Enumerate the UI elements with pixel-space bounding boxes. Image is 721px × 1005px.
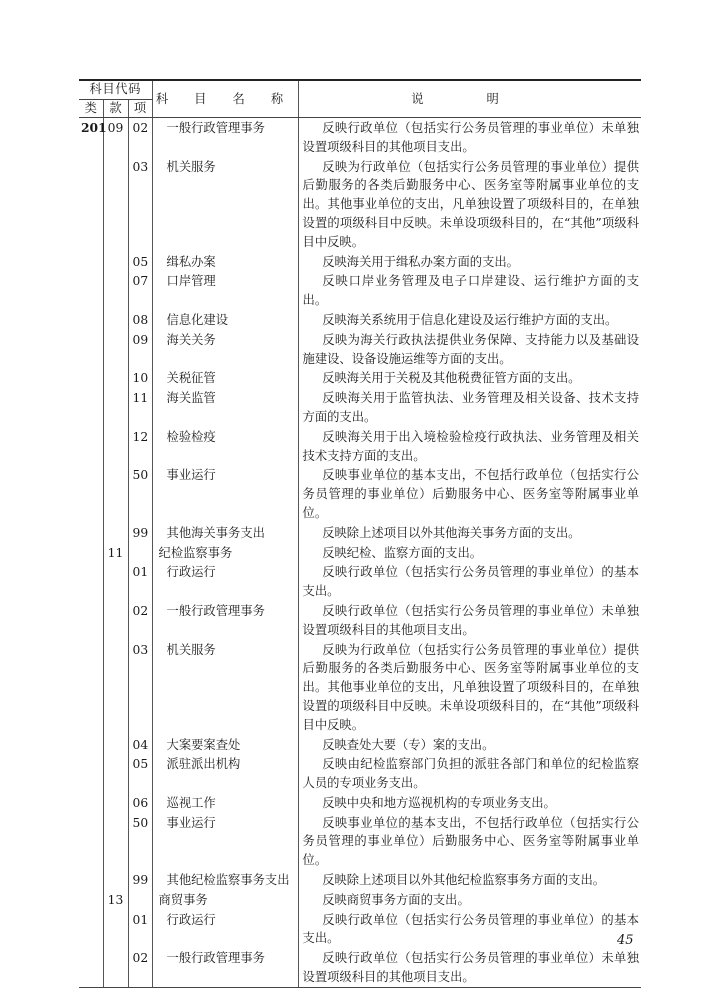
description-text: 反映海关系统用于信息化建设及运行维护方面的支出。 xyxy=(322,312,618,327)
code-lei-cell: 201 xyxy=(81,120,107,135)
code-xiang-cell: 50 xyxy=(128,465,152,522)
code-lei-cell xyxy=(79,252,103,272)
table-row xyxy=(79,310,641,330)
code-kuan-cell xyxy=(103,910,128,949)
description-cell xyxy=(298,427,641,466)
description-text: 反映除上述项目以外其他纪检监察事务方面的支出。 xyxy=(322,873,606,888)
code-xiang-cell: 08 xyxy=(128,310,152,330)
description-text: 反映行政单位（包括实行公务员管理的事业单位）的基本支出。 xyxy=(302,565,640,599)
description-text: 反映查处大要（专）案的支出。 xyxy=(322,737,495,752)
code-xiang-cell: 05 xyxy=(128,252,152,272)
description-cell xyxy=(298,754,641,793)
code-kuan-cell xyxy=(103,870,128,890)
subject-name-cell: 一般行政管理事务 xyxy=(152,118,298,157)
table-row xyxy=(79,330,641,369)
subject-name-cell: 商贸事务 xyxy=(152,890,298,910)
table-row xyxy=(79,252,641,272)
code-kuan-cell xyxy=(103,523,128,543)
code-xiang-cell: 11 xyxy=(128,388,152,427)
table-row xyxy=(79,735,641,755)
table-row xyxy=(79,271,641,310)
table-row xyxy=(79,543,641,563)
subject-name-cell: 大案要案查处 xyxy=(152,735,298,755)
code-lei-cell xyxy=(79,310,103,330)
subject-name-cell: 其他纪检监察事务支出 xyxy=(152,870,298,890)
code-xiang-cell: 01 xyxy=(128,562,152,601)
description-text: 反映由纪检监察部门负担的派驻各部门和单位的纪检监察人员的专项业务支出。 xyxy=(302,757,640,791)
description-text: 反映事业单位的基本支出，不包括行政单位（包括实行公务员管理的事业单位）后勤服务中心、医务室等附属事业单位。 xyxy=(302,468,640,520)
subject-name-header: 科 目 名 称 xyxy=(152,80,298,118)
page-number: 45 xyxy=(617,933,634,948)
code-xiang-cell: 12 xyxy=(128,427,152,466)
code-lei-cell xyxy=(79,890,103,910)
description-cell xyxy=(298,271,641,310)
table-row xyxy=(79,427,641,466)
subject-name-cell: 信息化建设 xyxy=(152,310,298,330)
table-row xyxy=(79,813,641,870)
table-row xyxy=(79,523,641,543)
code-xiang-cell: 05 xyxy=(128,754,152,793)
description-cell xyxy=(298,793,641,813)
description-cell xyxy=(298,948,641,987)
code-kuan-cell xyxy=(103,310,128,330)
description-cell xyxy=(298,252,641,272)
code-xiang-cell xyxy=(128,890,152,910)
table-row xyxy=(79,948,641,987)
subject-name-cell: 海关关务 xyxy=(152,330,298,369)
code-xiang-cell: 99 xyxy=(128,523,152,543)
code-xiang-cell: 50 xyxy=(128,813,152,870)
description-text: 反映中央和地方巡视机构的专项业务支出。 xyxy=(322,795,556,810)
code-lei-cell xyxy=(79,388,103,427)
subject-name-cell: 事业运行 xyxy=(152,465,298,522)
description-header: 说 明 xyxy=(298,80,641,118)
subject-name-cell: 口岸管理 xyxy=(152,271,298,310)
subject-name-cell: 事业运行 xyxy=(152,813,298,870)
description-text: 反映纪检、监察方面的支出。 xyxy=(322,545,483,560)
code-lei-cell xyxy=(79,640,103,735)
table-row xyxy=(79,368,641,388)
table-row xyxy=(79,118,641,157)
subject-name-cell: 缉私办案 xyxy=(152,252,298,272)
table-row xyxy=(79,465,641,522)
code-kuan-cell: 11 xyxy=(103,543,128,563)
code-xiang-cell: 10 xyxy=(128,368,152,388)
table-header xyxy=(79,80,641,118)
code-lei-cell xyxy=(79,157,103,252)
code-xiang-cell: 01 xyxy=(128,910,152,949)
code-lei-cell xyxy=(79,910,103,949)
code-lei-cell xyxy=(79,368,103,388)
code-lei-cell xyxy=(79,465,103,522)
description-cell xyxy=(298,562,641,601)
subject-name-cell: 纪检监察事务 xyxy=(152,543,298,563)
code-kuan-cell xyxy=(103,368,128,388)
code-kuan-cell xyxy=(103,735,128,755)
subject-name-cell: 巡视工作 xyxy=(152,793,298,813)
code-kuan-cell xyxy=(103,388,128,427)
code-kuan-cell xyxy=(103,813,128,870)
code-lei-cell xyxy=(79,735,103,755)
table-row xyxy=(79,910,641,949)
table-body xyxy=(79,118,641,988)
subject-code-header: 科目代码 xyxy=(79,80,152,99)
description-cell xyxy=(298,388,641,427)
code-lei-cell xyxy=(79,427,103,466)
subject-name-cell: 机关服务 xyxy=(152,157,298,252)
description-cell xyxy=(298,813,641,870)
subject-name-cell: 派驻派出机构 xyxy=(152,754,298,793)
description-cell xyxy=(298,910,641,949)
table-row xyxy=(79,157,641,252)
description-text: 反映为行政单位（包括实行公务员管理的事业单位）提供后勤服务的各类后勤服务中心、医务室等附属事业单位的支出。其他事业单位的支出，凡单独设置了项级科目的，在单独设置的项级科目中反映。未单设项级科目的，在“其他”项级科目中反映。 xyxy=(302,159,640,249)
description-cell xyxy=(298,735,641,755)
code-xiang-cell: 06 xyxy=(128,793,152,813)
description-cell xyxy=(298,890,641,910)
code-lei-cell xyxy=(79,948,103,987)
subject-name-cell: 海关监管 xyxy=(152,388,298,427)
code-xiang-cell: 02 xyxy=(128,118,152,157)
code-lei-cell xyxy=(79,793,103,813)
description-cell xyxy=(298,870,641,890)
subject-name-cell: 行政运行 xyxy=(152,562,298,601)
code-kuan-cell xyxy=(103,793,128,813)
code-xiang-cell: 04 xyxy=(128,735,152,755)
description-cell xyxy=(298,601,641,640)
description-text: 反映海关用于监管执法、业务管理及相关设备、技术支持方面的支出。 xyxy=(302,391,640,424)
code-kuan-cell xyxy=(103,948,128,987)
code-kuan-cell xyxy=(103,271,128,310)
table-row xyxy=(79,562,641,601)
code-lei-cell xyxy=(79,813,103,870)
table-row xyxy=(79,388,641,427)
code-kuan-cell xyxy=(103,754,128,793)
table-row xyxy=(79,640,641,735)
description-text: 反映海关用于关税及其他税费征管方面的支出。 xyxy=(322,371,581,386)
table-row xyxy=(79,870,641,890)
budget-subject-table xyxy=(79,79,641,988)
table-row xyxy=(79,890,641,910)
code-lei-cell xyxy=(79,330,103,369)
description-text: 反映行政单位（包括实行公务员管理的事业单位）未单独设置项级科目的其他项目支出。 xyxy=(302,951,640,985)
lei-header: 类 xyxy=(79,99,103,118)
description-text: 反映行政单位（包括实行公务员管理的事业单位）的基本支出。 xyxy=(302,912,640,946)
code-kuan-cell xyxy=(103,252,128,272)
code-kuan-cell xyxy=(103,465,128,522)
description-cell xyxy=(298,157,641,252)
description-text: 反映海关用于出入境检验检疫行政执法、业务管理及相关技术支持方面的支出。 xyxy=(302,429,640,463)
code-kuan-cell xyxy=(103,640,128,735)
subject-name-cell: 行政运行 xyxy=(152,910,298,949)
code-xiang-cell: 03 xyxy=(128,640,152,735)
subject-name-cell: 机关服务 xyxy=(152,640,298,735)
code-kuan-cell xyxy=(103,562,128,601)
code-xiang-cell: 07 xyxy=(128,271,152,310)
code-lei-cell xyxy=(79,271,103,310)
code-kuan-cell xyxy=(103,601,128,640)
description-text: 反映行政单位（包括实行公务员管理的事业单位）未单独设置项级科目的其他项目支出。 xyxy=(302,121,640,154)
code-xiang-cell xyxy=(128,543,152,563)
description-text: 反映行政单位（包括实行公务员管理的事业单位）未单独设置项级科目的其他项目支出。 xyxy=(302,603,640,637)
code-xiang-cell: 99 xyxy=(128,870,152,890)
description-cell xyxy=(298,118,641,157)
code-kuan-cell xyxy=(103,157,128,252)
xiang-header: 项 xyxy=(128,99,152,118)
kuan-header: 款 xyxy=(103,99,128,118)
description-cell xyxy=(298,368,641,388)
table-row xyxy=(79,793,641,813)
code-xiang-cell: 02 xyxy=(128,948,152,987)
description-text: 反映口岸业务管理及电子口岸建设、运行维护方面的支出。 xyxy=(302,274,640,308)
description-cell xyxy=(298,465,641,522)
code-lei-cell xyxy=(79,543,103,563)
code-lei-cell xyxy=(79,562,103,601)
subject-name-cell: 检验检疫 xyxy=(152,427,298,466)
code-kuan-cell xyxy=(103,330,128,369)
code-xiang-cell: 02 xyxy=(128,601,152,640)
table-row xyxy=(79,601,641,640)
description-text: 反映为海关行政执法提供业务保障、支持能力以及基础设施建设、设备设施运维等方面的支出。 xyxy=(302,332,640,366)
code-lei-cell xyxy=(79,523,103,543)
description-cell xyxy=(298,330,641,369)
description-text: 反映海关用于缉私办案方面的支出。 xyxy=(322,254,519,269)
code-lei-cell xyxy=(79,870,103,890)
description-cell xyxy=(298,543,641,563)
subject-name-cell: 一般行政管理事务 xyxy=(152,601,298,640)
table-row xyxy=(79,754,641,793)
code-kuan-cell xyxy=(103,427,128,466)
code-xiang-cell: 09 xyxy=(128,330,152,369)
subject-name-cell: 一般行政管理事务 xyxy=(152,948,298,987)
description-text: 反映商贸事务方面的支出。 xyxy=(322,892,470,907)
code-kuan-cell: 13 xyxy=(103,890,128,910)
description-cell xyxy=(298,523,641,543)
description-cell xyxy=(298,310,641,330)
subject-name-cell: 关税征管 xyxy=(152,368,298,388)
description-cell xyxy=(298,640,641,735)
code-lei-cell xyxy=(79,754,103,793)
subject-name-cell: 其他海关事务支出 xyxy=(152,523,298,543)
description-text: 反映除上述项目以外其他海关事务方面的支出。 xyxy=(322,525,581,540)
description-text: 反映为行政单位（包括实行公务员管理的事业单位）提供后勤服务的各类后勤服务中心、医务室等附属事业单位的支出。其他事业单位的支出，凡单独设置了项级科目的，在单独设置的项级科目中反映。未单设项级科目的，在“其他”项级科目中反映。 xyxy=(302,642,640,732)
code-lei-cell xyxy=(79,601,103,640)
code-kuan-cell: 09 xyxy=(103,118,128,157)
description-text: 反映事业单位的基本支出，不包括行政单位（包括实行公务员管理的事业单位）后勤服务中心、医务室等附属事业单位。 xyxy=(302,815,640,868)
code-xiang-cell: 03 xyxy=(128,157,152,252)
